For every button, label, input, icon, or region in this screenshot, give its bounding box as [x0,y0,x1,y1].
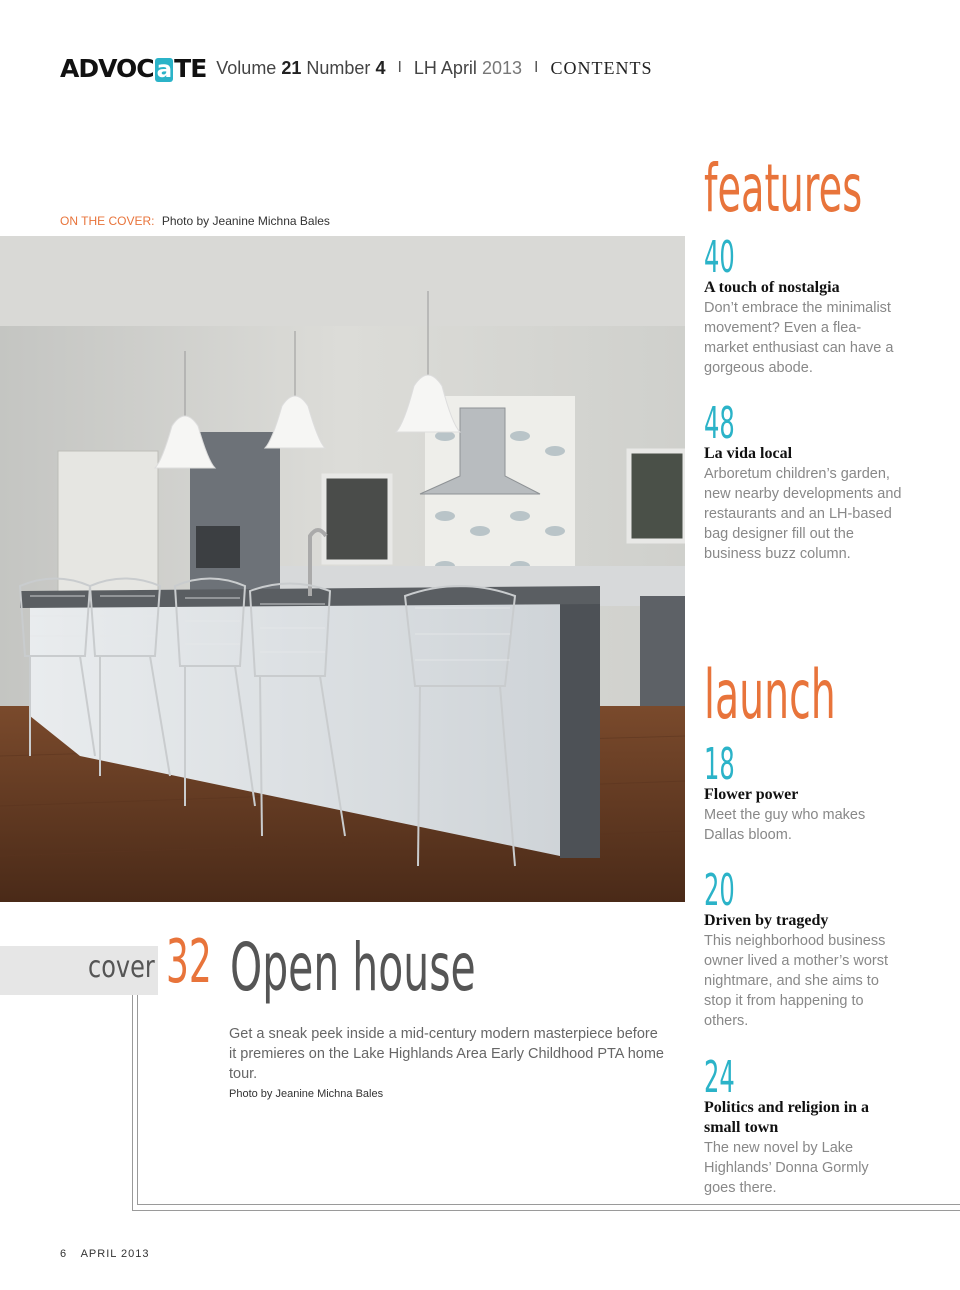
feature-title: A touch of nostalgia [704,279,840,296]
features-heading: features [704,150,863,227]
footer-issue: APRIL 2013 [80,1248,150,1260]
launch-title: Driven by tragedy [704,912,829,929]
logo-mark: a [156,56,172,83]
logo-text-left: ADVOC [60,53,154,83]
contents-label: CONTENTS [550,57,653,78]
feature-page-number: 40 [704,232,735,283]
logo-text-right: TE [174,53,207,83]
cover-photo-kitchen[interactable] [0,236,685,902]
footer-page-number: 6 [60,1248,68,1260]
volume-number: 21 [281,57,302,78]
launch-item[interactable] [704,865,904,1031]
feature-description: Don’t embrace the minimalist movement? Even a flea-market enthusiast can have a gorgeous abode. [704,300,894,376]
cover-credit-label: ON THE COVER: [60,214,155,228]
launch-description: The new novel by Lake Highlands’ Donna Gormly goes there. [704,1140,869,1196]
launch-title: Flower power [704,786,799,803]
feature-item[interactable] [704,398,904,564]
cover-page-number[interactable]: 32 [166,927,212,997]
feature-page-number: 48 [704,398,735,449]
feature-description: Arboretum children’s garden, new nearby developments and restaurants and an LH-based bag designer fill out the business buzz column. [704,466,902,562]
launch-description: Meet the guy who makes Dallas bloom. [704,807,866,843]
frame-line [132,1210,960,1211]
masthead-separator: I [397,59,402,76]
frame-line [137,993,138,1205]
frame-line [137,1204,960,1205]
launch-item[interactable] [704,739,904,845]
volume-info [216,58,385,79]
volume-label: Volume [216,57,277,78]
edition-year: 2013 [481,57,522,78]
masthead-separator-2: I [534,59,539,76]
feature-title: La vida local [704,445,793,462]
frame-line [132,993,133,1211]
launch-page-number: 24 [704,1052,735,1103]
page-footer [60,1248,150,1260]
masthead [60,52,652,84]
launch-description: This neighborhood business owner lived a mother’s worst nightmare, and she aims to stop it from happening to others. [704,933,889,1029]
cover-label: cover [88,950,155,985]
cover-credit [60,214,330,228]
kitchen-illustration [0,236,685,902]
edition-label: LH April [413,57,477,78]
number-label: Number [306,57,371,78]
cover-story-photo-credit: Photo by Jeanine Michna Bales [229,1088,384,1100]
feature-item[interactable] [704,232,904,378]
cover-story-description: Get a sneak peek inside a mid-century modern masterpiece before it premieres on the Lake Highlands Area Early Childhood PTA home tour. [229,1026,664,1082]
advocate-logo[interactable] [60,54,206,83]
launch-page-number: 18 [704,739,735,790]
launch-page-number: 20 [704,865,735,916]
edition-info [414,58,522,79]
launch-title: Politics and religion in a small town [704,1099,870,1136]
issue-number: 4 [375,57,386,78]
launch-heading: launch [704,656,836,735]
launch-item[interactable] [704,1052,889,1198]
cover-credit-text: Photo by Jeanine Michna Bales [161,214,330,228]
cover-story-title[interactable]: Open house [230,929,476,1006]
